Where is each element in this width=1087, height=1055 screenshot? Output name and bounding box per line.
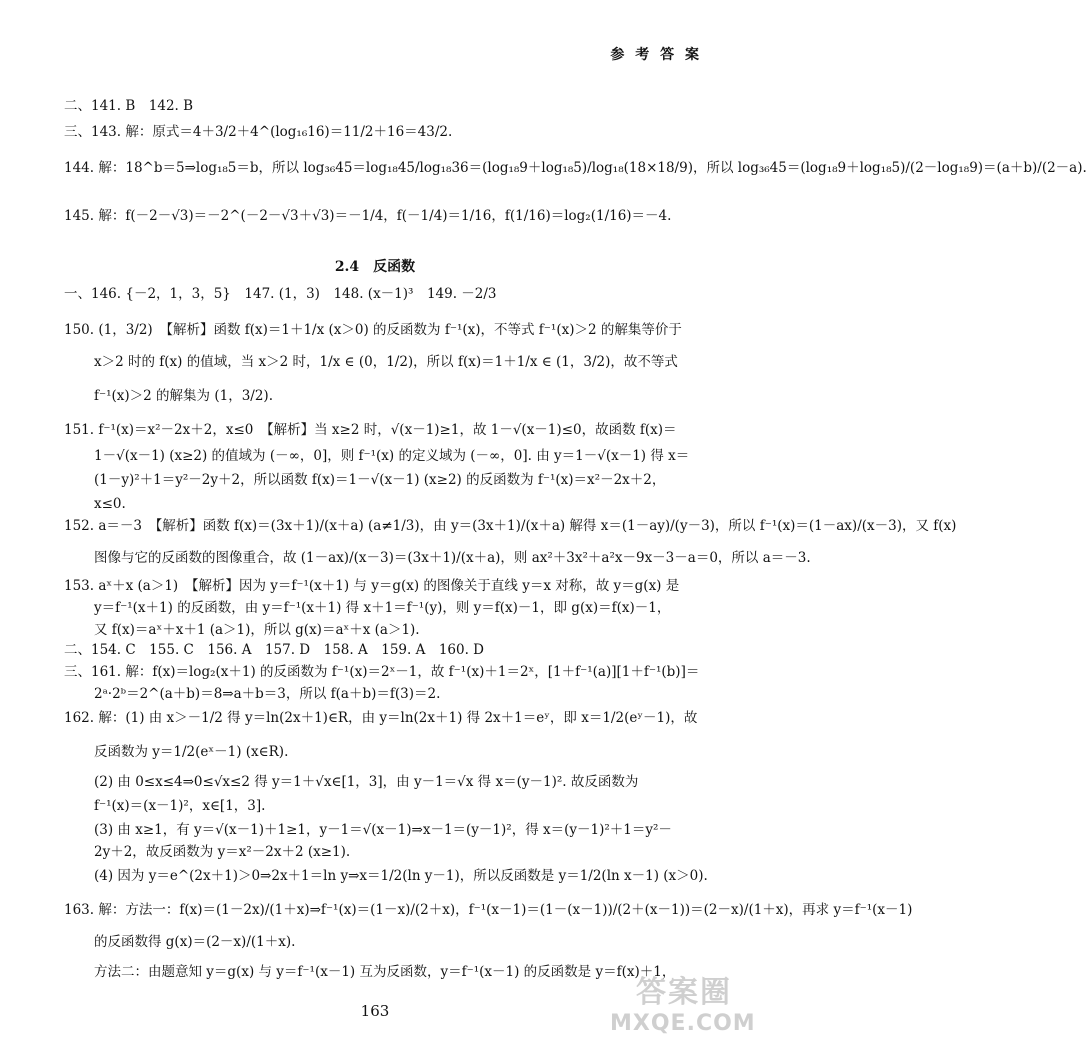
answer-line: 145. 解：f(－2－√3)＝－2^(－2－√3＋√3)＝－1/4，f(－1/4)＝1/16，f(1/16)＝log₂(1/16)＝－4. [64, 208, 672, 224]
answer-line: f⁻¹(x)＞2 的解集为 (1，3/2). [94, 388, 273, 404]
answer-line: 一、146. {－2，1，3，5} 147. (1，3) 148. (x－1)³ 149. －2/3 [64, 286, 497, 302]
answer-line: 的反函数得 g(x)＝(2－x)/(1＋x). [94, 934, 296, 950]
answer-line: 153. aˣ＋x (a＞1) 【解析】因为 y＝f⁻¹(x＋1) 与 y＝g(x) 的图像关于直线 y＝x 对称，故 y＝g(x) 是 [64, 578, 680, 594]
watermark-url: MXQE.COM [610, 1011, 756, 1036]
section-title: 2.4 反函数 [334, 259, 416, 275]
answer-line: 图像与它的反函数的图像重合，故 (1－ax)/(x－3)＝(3x＋1)/(x＋a)，则 ax²＋3x²＋a²x－9x－3－a＝0，所以 a＝－3. [94, 550, 811, 566]
answer-line: x＞2 时的 f(x) 的值域，当 x＞2 时，1/x ∈ (0，1/2)，所以 f(x)＝1＋1/x ∈ (1，3/2)，故不等式 [94, 354, 678, 370]
answer-line: 2ᵃ·2ᵇ＝2^(a＋b)＝8⇒a＋b＝3，所以 f(a＋b)＝f(3)＝2. [94, 686, 441, 702]
answer-line: 方法二：由题意知 y＝g(x) 与 y＝f⁻¹(x－1) 互为反函数，y＝f⁻¹(x－1) 的反函数是 y＝f(x)＋1， [94, 964, 676, 980]
answer-line: f⁻¹(x)＝(x－1)²，x∈[1，3]. [94, 798, 266, 814]
answer-line: (1－y)²＋1＝y²－2y＋2，所以函数 f(x)＝1－√(x－1) (x≥2) 的反函数为 f⁻¹(x)＝x²－2x＋2， [94, 472, 666, 488]
page-number: 163 [360, 1002, 390, 1020]
answer-line: (3) 由 x≥1，有 y＝√(x－1)＋1≥1，y－1＝√(x－1)⇒x－1＝(y－1)²，得 x＝(y－1)²＋1＝y²－ [94, 822, 672, 838]
answer-line: 2y＋2，故反函数为 y＝x²－2x＋2 (x≥1). [94, 844, 351, 860]
answer-line: (2) 由 0≤x≤4⇒0≤√x≤2 得 y＝1＋√x∈[1，3]，由 y－1＝√x 得 x＝(y－1)². 故反函数为 [94, 774, 639, 790]
answer-line: 150. (1，3/2) 【解析】函数 f(x)＝1＋1/x (x＞0) 的反函数为 f⁻¹(x)，不等式 f⁻¹(x)＞2 的解集等价于 [64, 322, 682, 338]
answer-line: 反函数为 y＝1/2(eˣ－1) (x∈R). [94, 744, 289, 760]
answer-line: 144. 解：18^b＝5⇒log₁₈5＝b，所以 log₃₆45＝log₁₈45/log₁₈36＝(log₁₈9＋log₁₈5)/log₁₈(18×18/9)，所以 log₃₆45＝(log₁₈9＋log₁₈5)/(2－log₁₈9)＝(a＋b)/(2－a). [64, 160, 1087, 176]
page-header-title: 参 考 答 案 [610, 47, 702, 63]
answer-line: 二、154. C 155. C 156. A 157. D 158. A 159. A 160. D [64, 642, 485, 658]
watermark-logo-text: 答案圈 [636, 975, 732, 1010]
answer-line: 又 f(x)＝aˣ＋x＋1 (a＞1)，所以 g(x)＝aˣ＋x (a＞1). [94, 622, 420, 638]
answer-line: 151. f⁻¹(x)＝x²－2x＋2，x≤0 【解析】当 x≥2 时，√(x－1)≥1，故 1－√(x－1)≤0，故函数 f(x)＝ [64, 422, 677, 438]
answer-line: 三、143. 解：原式＝4＋3/2＋4^(log₁₆16)＝11/2＋16＝43/2. [64, 124, 453, 140]
answer-line: 1－√(x－1) (x≥2) 的值域为 (－∞，0]，则 f⁻¹(x) 的定义域为 (－∞，0]. 由 y＝1－√(x－1) 得 x＝ [94, 448, 690, 464]
answer-line: 三、161. 解：f(x)＝log₂(x＋1) 的反函数为 f⁻¹(x)＝2ˣ－1，故 f⁻¹(x)＋1＝2ˣ，[1＋f⁻¹(a)][1＋f⁻¹(b)]＝ [64, 664, 700, 680]
answer-line: (4) 因为 y＝e^(2x＋1)＞0⇒2x＋1＝ln y⇒x＝1/2(ln y－1)，所以反函数是 y＝1/2(ln x－1) (x＞0). [94, 868, 708, 884]
answer-line: 162. 解：(1) 由 x＞－1/2 得 y＝ln(2x＋1)∈R，由 y＝ln(2x＋1) 得 2x＋1＝eʸ，即 x＝1/2(eʸ－1)，故 [64, 710, 698, 726]
watermark-logo [610, 975, 756, 1045]
answer-line: 152. a＝－3 【解析】函数 f(x)＝(3x＋1)/(x＋a) (a≠1/3)，由 y＝(3x＋1)/(x＋a) 解得 x＝(1－ay)/(y－3)，所以 f⁻¹(x)＝(1－ax)/(x－3)，又 f(x) [64, 518, 957, 534]
answer-line: 二、141. B 142. B [64, 98, 194, 114]
answer-line: 163. 解：方法一：f(x)＝(1－2x)/(1＋x)⇒f⁻¹(x)＝(1－x)/(2＋x)，f⁻¹(x－1)＝(1－(x－1))/(2＋(x－1))＝(2－x)/(1＋x)，再求 y＝f⁻¹(x－1) [64, 902, 913, 918]
answer-line: x≤0. [94, 496, 126, 512]
answer-line: y＝f⁻¹(x＋1) 的反函数，由 y＝f⁻¹(x＋1) 得 x＋1＝f⁻¹(y)，则 y＝f(x)－1，即 g(x)＝f(x)－1， [94, 600, 671, 616]
